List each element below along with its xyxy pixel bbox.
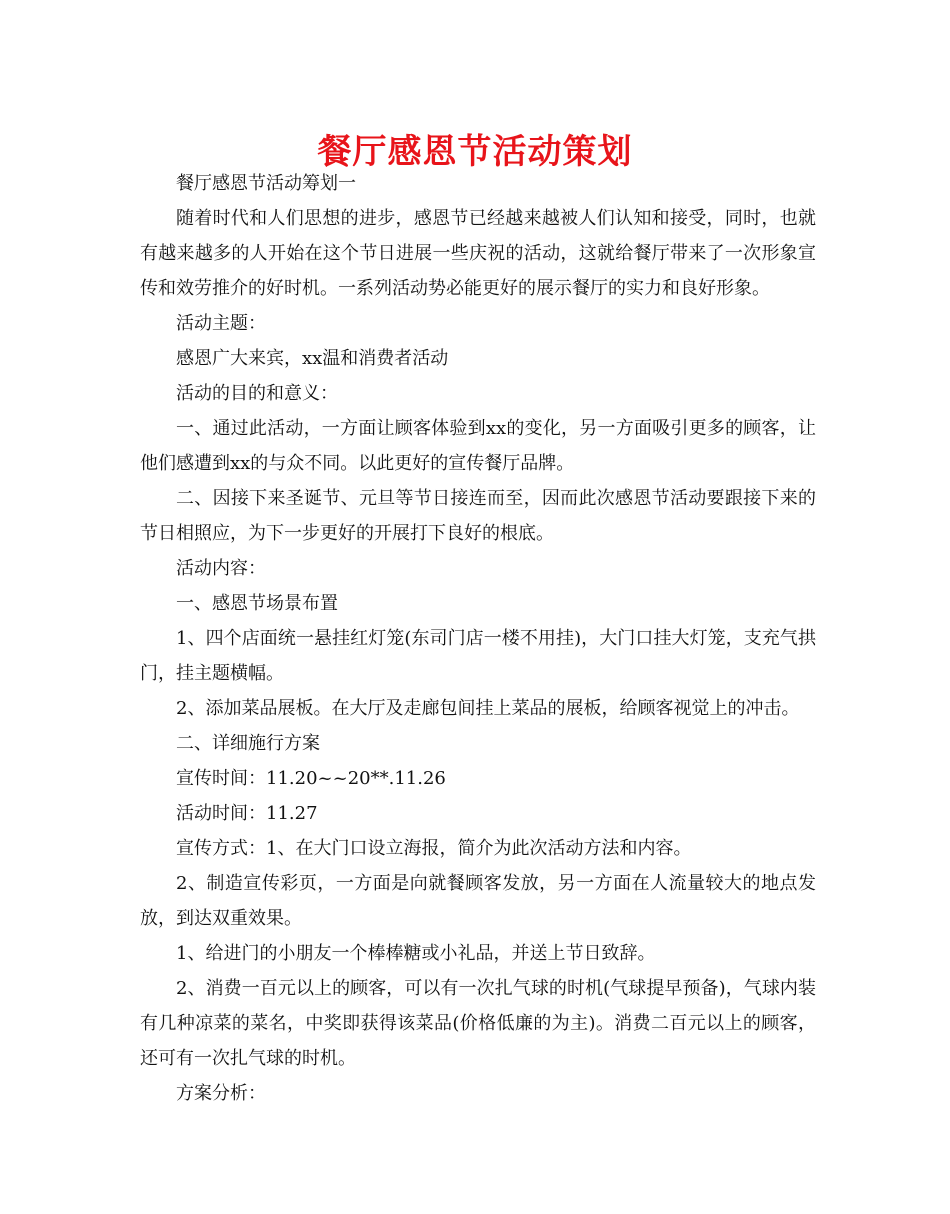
- paragraph: 二、详细施行方案: [176, 733, 320, 754]
- paragraph: 2、添加菜品展板。在大厅及走廊包间挂上菜品的展板，给顾客视觉上的冲击。: [176, 698, 800, 719]
- paragraph: 二、因接下来圣诞节、元旦等节日接连而至，因而此次感恩节活动要跟接下来的节日相照应，为下一步更好的开展打下良好的根底。: [140, 488, 816, 544]
- paragraph: 一、感恩节场景布置: [176, 593, 338, 614]
- paragraph: 1、给进门的小朋友一个棒棒糖或小礼品，并送上节日致辞。: [176, 943, 656, 964]
- paragraph: 方案分析：: [176, 1083, 266, 1104]
- paragraph: 活动的目的和意义：: [176, 383, 338, 404]
- paragraph: 感恩广大来宾，xx温和消费者活动: [176, 348, 449, 369]
- paragraph: 活动时间：11.27: [176, 803, 318, 824]
- paragraph: 2、制造宣传彩页，一方面是向就餐顾客发放，另一方面在人流量较大的地点发放，到达双重效果。: [140, 873, 816, 929]
- paragraph: 活动主题：: [176, 313, 266, 334]
- paragraph: 活动内容：: [176, 558, 266, 579]
- paragraph: 1、四个店面统一悬挂红灯笼(东司门店一楼不用挂)，大门口挂大灯笼，支充气拱门，挂主题横幅。: [140, 628, 816, 684]
- paragraph: 一、通过此活动，一方面让顾客体验到xx的变化，另一方面吸引更多的顾客，让他们感遭到xx的与众不同。以此更好的宣传餐厅品牌。: [140, 418, 816, 474]
- paragraph: 餐厅感恩节活动筹划一: [176, 173, 356, 194]
- document-title: 餐厅感恩节活动策划: [317, 132, 633, 172]
- paragraph: 宣传时间：11.20~~20**.11.26: [176, 768, 446, 789]
- document-body: [140, 166, 816, 1111]
- paragraph: 宣传方式：1、在大门口设立海报，简介为此次活动方法和内容。: [176, 838, 692, 859]
- paragraph: 随着时代和人们思想的进步，感恩节已经越来越被人们认知和接受，同时，也就有越来越多的人开始在这个节日进展一些庆祝的活动，这就给餐厅带来了一次形象宣传和效劳推介的好时机。一系列活动势必能更好的展示餐厅的实力和良好形象。: [140, 208, 816, 299]
- paragraph: 2、消费一百元以上的顾客，可以有一次扎气球的时机(气球提早预备)，气球内装有几种凉菜的菜名，中奖即获得该菜品(价格低廉的为主)。消费二百元以上的顾客，还可有一次扎气球的时机。: [140, 978, 816, 1069]
